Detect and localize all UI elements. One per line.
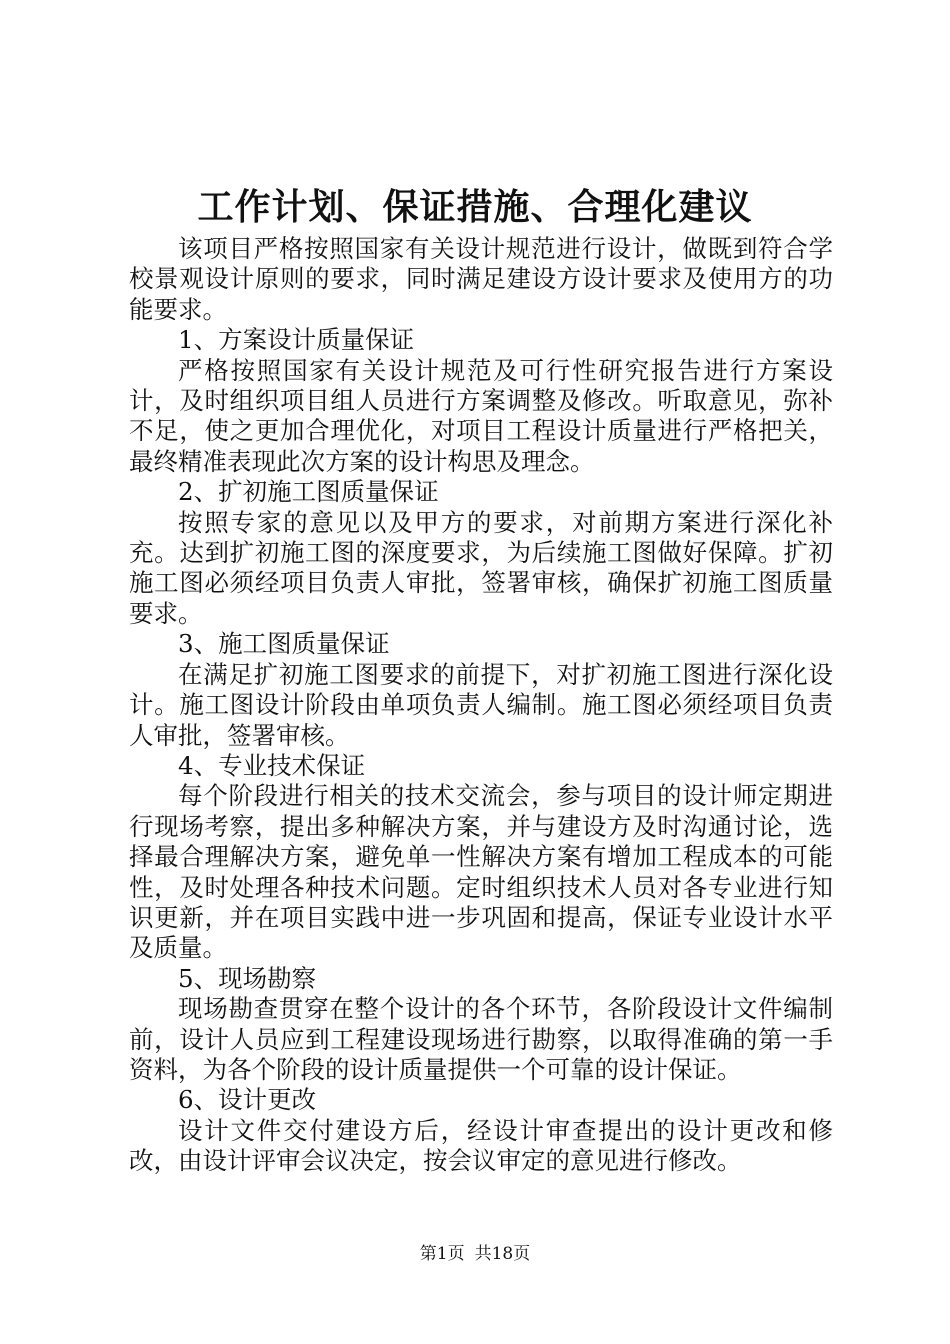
section-paragraph: 现场勘查贯穿在整个设计的各个环节，各阶段设计文件编制前，设计人员应到工程建设现场进行勘察，以取得准确的第一手资料，为各个阶段的设计质量提供一个可靠的设计保证。 bbox=[129, 994, 833, 1084]
page-footer bbox=[0, 1243, 950, 1265]
intro-paragraph: 该项目严格按照国家有关设计规范进行设计，做既到符合学校景观设计原则的要求，同时满足建设方设计要求及使用方的功能要求。 bbox=[129, 234, 833, 324]
section-heading: 1、方案设计质量保证 bbox=[178, 325, 415, 355]
page-number-current: 第1页 bbox=[419, 1244, 465, 1264]
section-heading: 4、专业技术保证 bbox=[178, 750, 366, 780]
section-paragraph: 设计文件交付建设方后，经设计审查提出的设计更改和修改，由设计评审会议决定，按会议审定的意见进行修改。 bbox=[129, 1115, 833, 1176]
section-heading: 3、施工图质量保证 bbox=[178, 629, 390, 659]
section-heading: 6、设计更改 bbox=[178, 1085, 317, 1115]
document-title: 工作计划、保证措施、合理化建议 bbox=[197, 187, 753, 228]
section-paragraph: 每个阶段进行相关的技术交流会，参与项目的设计师定期进行现场考察，提出多种解决方案，并与建设方及时沟通讨论，选择最合理解决方案，避免单一性解决方案有增加工程成本的可能性，及时处理各种技术问题。定时组织技术人员对各专业进行知识更新，并在项目实践中进一步巩固和提高，保证专业设计水平及质量。 bbox=[129, 781, 833, 963]
page-number-total: 共18页 bbox=[474, 1244, 531, 1264]
section-heading: 2、扩初施工图质量保证 bbox=[178, 477, 439, 507]
section-paragraph: 严格按照国家有关设计规范及可行性研究报告进行方案设计，及时组织项目组人员进行方案调整及修改。听取意见，弥补不足，使之更加合理优化，对项目工程设计质量进行严格把关，最终精准表现此次方案的设计构思及理念。 bbox=[129, 355, 833, 476]
section-paragraph: 在满足扩初施工图要求的前提下，对扩初施工图进行深化设计。施工图设计阶段由单项负责人编制。施工图必须经项目负责人审批，签署审核。 bbox=[129, 659, 833, 750]
document-body bbox=[129, 234, 833, 1177]
section-paragraph: 按照专家的意见以及甲方的要求，对前期方案进行深化补充。达到扩初施工图的深度要求，为后续施工图做好保障。扩初施工图必须经项目负责人审批，签署审核，确保扩初施工图质量要求。 bbox=[129, 507, 833, 628]
section-heading: 5、现场勘察 bbox=[178, 963, 317, 993]
